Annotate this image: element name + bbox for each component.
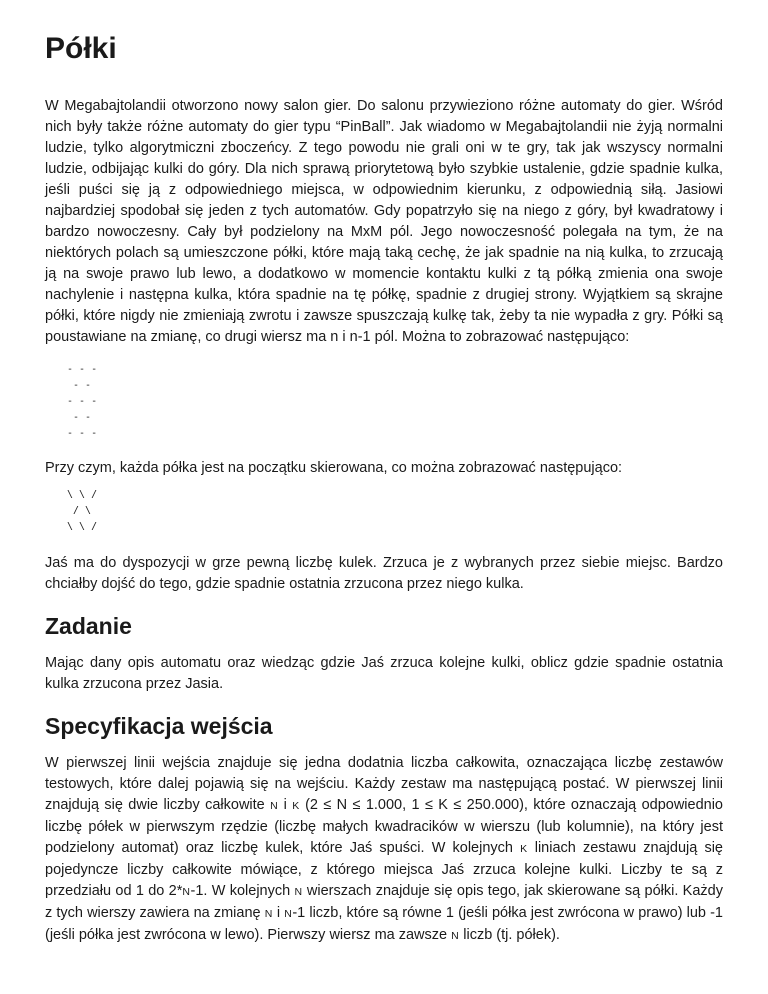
task-heading: Zadanie <box>45 613 132 639</box>
var-k: K <box>520 843 528 855</box>
input-paragraph: W pierwszej linii wejścia znajduje się jedna dodatnia liczba całkowita, oznaczająca liczbę zestawów testowych, które dalej pojawią się na wejściu. Każdy zestaw ma następującą postać. W pierwszej linii znajdują się dwie liczby całkowite N i K (2 ≤ N ≤ 1.000, 1 ≤ K ≤ 250.000), które oznaczają odpowiednio liczbę półek w pierwszym rzędzie (liczbę małych kwadracików w wierszu (lub kolumnie), na który jest podzielony automat) oraz liczbę kulek, które Jaś spuści. W kolejnych K liniach zestawu znajdują się pojedyncze liczby całkowite mówiące, z którego miejsca Jaś zrzuca kolejne kulki. Liczby te są z przedziału od 1 do 2*N-1. W kolejnych N wierszach znajduje się opis tego, jak skierowane są półki. Każdy z tych wierszy zawiera na zmianę N i N-1 liczb, które są równe 1 (jeśli półka jest zwrócona w prawo) lub -1 (jeśli półka jest zwrócona w lewo). Pierwszy wiersz ma zawsze N liczb (tj. półek). <box>45 755 723 943</box>
var-k: K <box>292 800 300 812</box>
page-title: Półki <box>45 32 117 65</box>
var-n: N <box>270 800 279 812</box>
layout-diagram: - - - - - - - - - - - - - <box>67 364 98 439</box>
var-n: N <box>451 930 460 942</box>
var-n: N <box>284 908 293 920</box>
task-paragraph: Mając dany opis automatu oraz wiedząc gdzie Jaś zrzuca kolejne kulki, oblicz gdzie spadnie ostatnia kulka zrzucona przez Jasia. <box>45 655 723 692</box>
goal-paragraph: Jaś ma do dyspozycji w grze pewną liczbę kulek. Zrzuca je z wybranych przez siebie miejsc. Bardzo chciałby dojść do tego, gdzie spadnie ostatnia zrzucona przez niego kulka. <box>45 555 723 592</box>
var-n: N <box>182 886 191 898</box>
intro-paragraph: W Megabajtolandii otworzono nowy salon gier. Do salonu przywieziono różne automaty do gier. Wśród nich były także różne automaty do gier typu “PinBall”. Jak wiadomo w Megabajtolandii nie żyją normalni ludzie, tylko algorytmiczni zboczeńcy. Z tego powodu nie grali oni w te gry, tak jak wszyscy normalni ludzie, odbijając kulki do góry. Dla nich sprawą priorytetową było szybkie ustalenie, gdzie spadnie kulka, jeśli puści się ją z odpowiedniego miejsca, w odpowiednim kierunku, z odpowiednią siłą. Jasiowi najbardziej spodobał się jeden z tych automatów. Gdy popatrzyło się na niego z góry, był kwadratowy i bardzo nowoczesny. Cały był podzielony na MxM pól. Jego nowoczesność polegała na tym, że na niektórych polach są umieszczone półki, które mają taką cechę, że jak spadnie na nią kulka, to zrzucają ją na swoje prawo lub lewo, a dodatkowo w momencie kontaktu kulki z tą półką zmienia ona swoje nachylenie i następna kulka, która spadnie na tę półkę, spadnie z drugiej strony. Wyjątkiem są skrajne półki, które nigdy nie zmieniają zwrotu i zawsze spuszczają kulkę tak, żeby ta nie wypadła z gry. Półki są poustawiane na zmianę, co drugi wiersz ma n i n-1 pól. Można to zobrazować następująco: <box>45 98 723 345</box>
var-n: N <box>294 886 303 898</box>
orientation-paragraph: Przy czym, każda półka jest na początku skierowana, co można zobrazować następująco: <box>45 460 623 476</box>
var-n: N <box>264 908 273 920</box>
orientation-diagram: \ \ / / \ \ \ / <box>67 489 98 532</box>
input-heading: Specyfikacja wejścia <box>45 713 273 739</box>
